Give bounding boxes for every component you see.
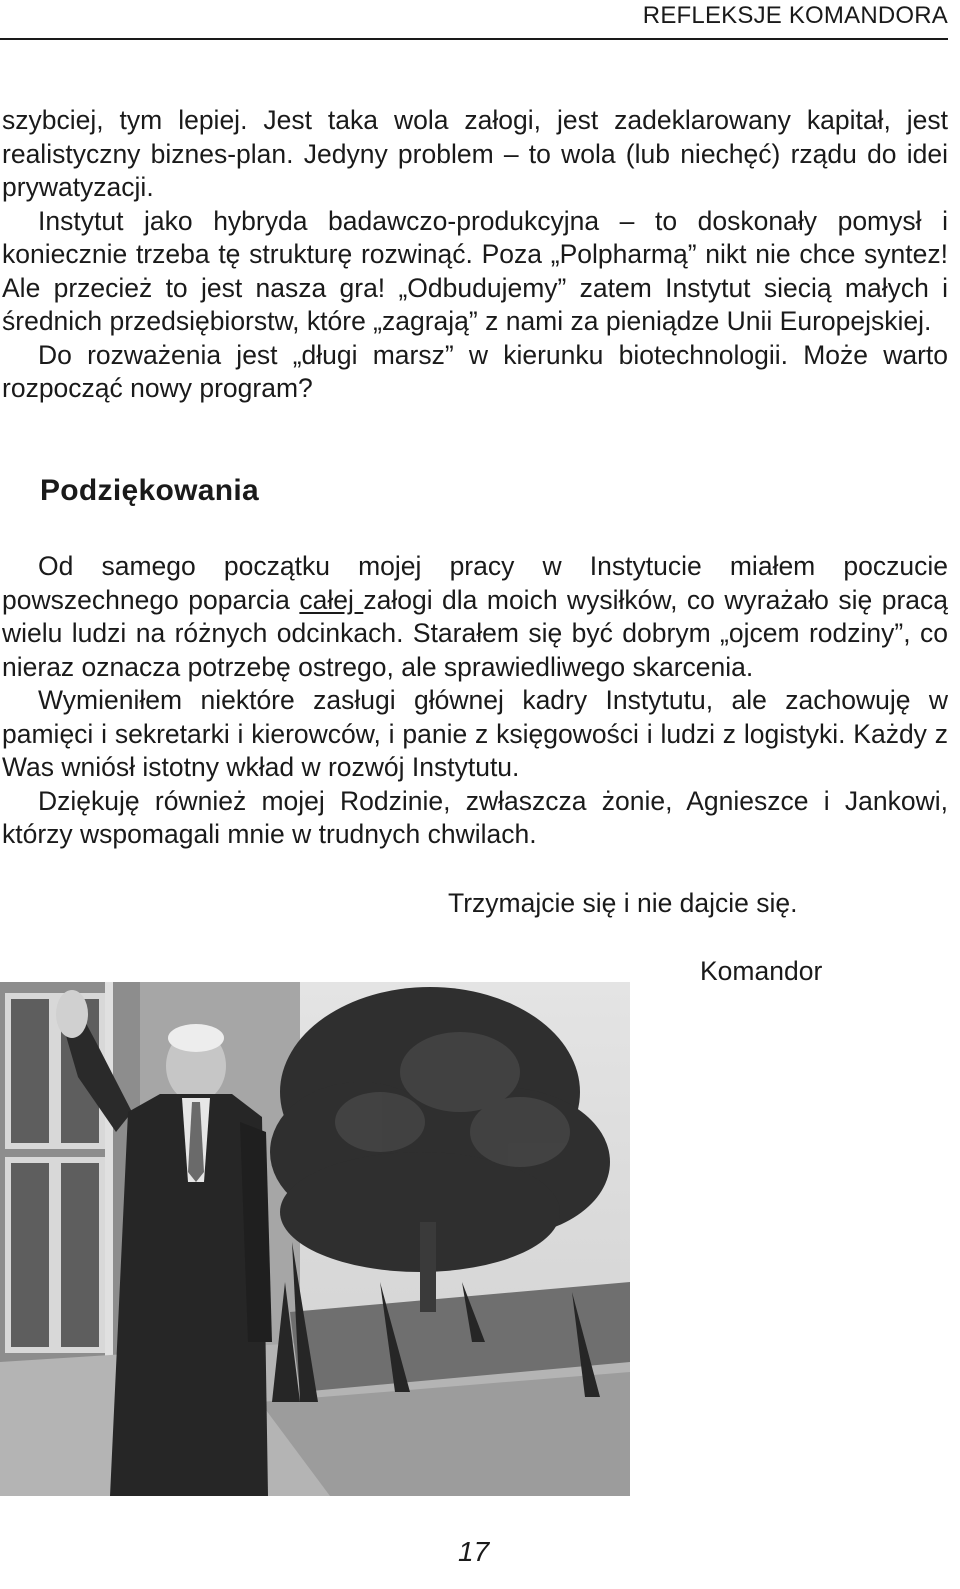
ack-p1-end: załogi dla moich wysiłków, co wyrażało się pracą wielu ludzi na różnych odcinkach. Starałem się być dobrym „ojcem rodziny”, co nieraz oznacza potrzebę ostrego, ale sprawiedliwego skarcenia. — [2, 584, 949, 682]
photo-illustration — [0, 982, 630, 1496]
page-number: 17 — [458, 1536, 490, 1567]
acknowledgements-text — [2, 550, 948, 852]
intro-text — [2, 104, 948, 406]
closing-line: Trzymajcie się i nie dajcie się. — [448, 888, 798, 918]
intro-paragraph-3: Do rozważenia jest „długi marsz” w kierunku biotechnologii. Może warto rozpocząć nowy program? — [2, 339, 948, 403]
ack-paragraph-2: Wymieniłem niektóre zasługi głównej kadry Instytutu, ale zachowuję w pamięci i sekretarki i kierowców, i panie z księgowości i ludzi z logistyki. Każdy z Was wniósł istotny wkład w rozwój Instytutu. — [2, 685, 948, 782]
photo-man-waving — [0, 982, 630, 1496]
intro-paragraph-1: szybciej, tym lepiej. Jest taka wola załogi, jest zadeklarowany kapitał, jest realistyczny biznes-plan. Jedyny problem – to wola (lub niechęć) rządu do idei prywatyzacji. — [2, 105, 948, 202]
ack-paragraph-3: Dziękuję również mojej Rodzinie, zwłaszcza żonie, Agnieszce i Jankowi, którzy wspomagali mnie w trudnych chwilach. — [2, 785, 948, 849]
header-rule — [0, 38, 948, 40]
section-title: Podziękowania — [40, 474, 259, 507]
ack-p1-start: Od samego początku mojej pracy w Instytucie miałem poczucie powszechnego poparcia — [2, 551, 948, 615]
signature: Komandor — [700, 956, 823, 986]
running-head: REFLEKSJE KOMANDORA — [642, 2, 948, 29]
intro-paragraph-2: Instytut jako hybryda badawczo-produkcyjna – to doskonały pomysł i koniecznie trzeba tę strukturę rozwinąć. Poza „Polpharmą” nikt nie chce syntez! Ale przecież to jest nasza gra! „Odbudujemy” zatem Instytut siecią małych i średnich przedsiębiorstw, które „zagrają” z nami za pieniądze Unii Europejskiej. — [2, 205, 948, 336]
ack-paragraph-1 — [2, 550, 948, 684]
underlined-word: całej — [299, 584, 364, 615]
